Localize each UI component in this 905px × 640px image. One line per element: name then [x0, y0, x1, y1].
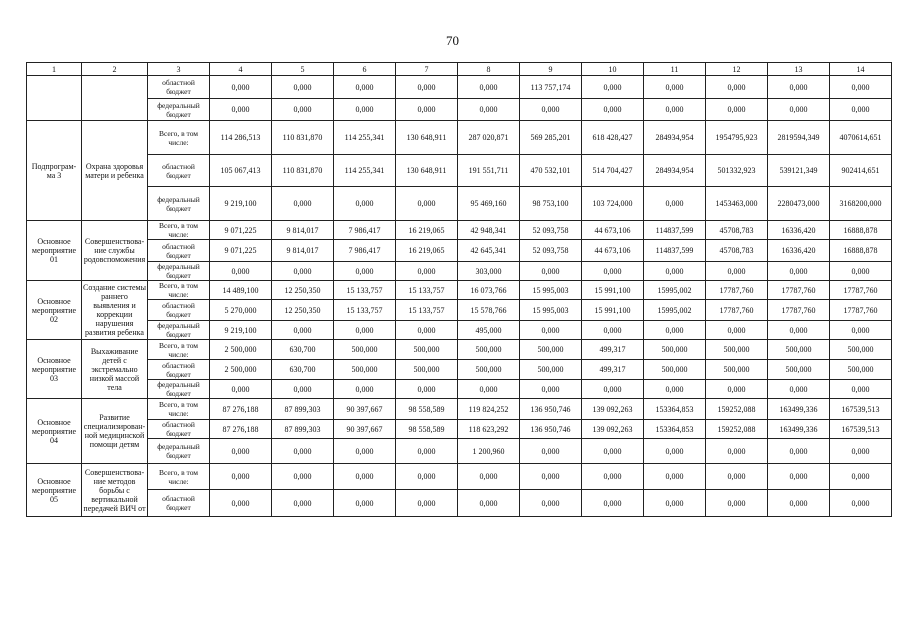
amount-cell: 9 814,017 — [272, 221, 334, 240]
amount-cell: 0,000 — [396, 464, 458, 490]
amount-cell: 15995,002 — [644, 281, 706, 300]
column-number-row — [27, 63, 892, 76]
table-row — [27, 360, 892, 380]
funding-source-cell: областной бюджет — [148, 240, 210, 262]
amount-cell: 0,000 — [210, 490, 272, 517]
amount-cell: 87 899,303 — [272, 420, 334, 439]
table-row — [27, 76, 892, 99]
amount-cell: 103 724,000 — [582, 187, 644, 221]
amount-cell: 130 648,911 — [396, 155, 458, 187]
column-number: 5 — [272, 63, 334, 76]
amount-cell: 114 286,513 — [210, 121, 272, 155]
program-name-cell: Создание системы раннего выявления и коррекции нарушения развития ребенка — [82, 281, 148, 340]
amount-cell: 0,000 — [644, 490, 706, 517]
amount-cell: 98 558,589 — [396, 420, 458, 439]
amount-cell: 0,000 — [396, 76, 458, 99]
amount-cell: 114 255,341 — [334, 155, 396, 187]
amount-cell: 0,000 — [210, 262, 272, 281]
table-row — [27, 281, 892, 300]
amount-cell: 500,000 — [520, 340, 582, 360]
amount-cell: 113 757,174 — [520, 76, 582, 99]
amount-cell: 9 071,225 — [210, 240, 272, 262]
amount-cell: 42 948,341 — [458, 221, 520, 240]
amount-cell: 0,000 — [210, 464, 272, 490]
amount-cell: 0,000 — [582, 439, 644, 464]
amount-cell: 0,000 — [582, 76, 644, 99]
amount-cell: 0,000 — [272, 321, 334, 340]
amount-cell: 499,317 — [582, 340, 644, 360]
amount-cell: 45708,783 — [706, 240, 768, 262]
funding-source-cell: Всего, в том числе: — [148, 121, 210, 155]
amount-cell: 159252,088 — [706, 420, 768, 439]
amount-cell: 500,000 — [644, 340, 706, 360]
funding-source-cell: Всего, в том числе: — [148, 340, 210, 360]
amount-cell: 87 276,188 — [210, 420, 272, 439]
amount-cell: 0,000 — [396, 262, 458, 281]
amount-cell: 0,000 — [458, 464, 520, 490]
column-number: 8 — [458, 63, 520, 76]
amount-cell: 16 073,766 — [458, 281, 520, 300]
amount-cell: 3168200,000 — [830, 187, 892, 221]
amount-cell: 0,000 — [334, 187, 396, 221]
amount-cell: 191 551,711 — [458, 155, 520, 187]
amount-cell: 12 250,350 — [272, 281, 334, 300]
column-number: 1 — [27, 63, 82, 76]
amount-cell: 0,000 — [830, 490, 892, 517]
amount-cell: 500,000 — [396, 360, 458, 380]
amount-cell: 0,000 — [396, 439, 458, 464]
amount-cell: 0,000 — [644, 439, 706, 464]
table-row — [27, 380, 892, 399]
amount-cell: 0,000 — [582, 321, 644, 340]
amount-cell: 0,000 — [334, 321, 396, 340]
amount-cell: 0,000 — [272, 439, 334, 464]
program-name-cell: Совершенствова-ние службы родовспоможения — [82, 221, 148, 281]
funding-source-cell: федеральный бюджет — [148, 321, 210, 340]
amount-cell: 0,000 — [396, 321, 458, 340]
amount-cell: 303,000 — [458, 262, 520, 281]
amount-cell: 0,000 — [272, 380, 334, 399]
amount-cell: 7 986,417 — [334, 240, 396, 262]
amount-cell: 90 397,667 — [334, 420, 396, 439]
amount-cell: 0,000 — [706, 262, 768, 281]
amount-cell: 0,000 — [582, 99, 644, 121]
amount-cell: 153364,853 — [644, 399, 706, 420]
table-row — [27, 121, 892, 155]
amount-cell: 16336,420 — [768, 240, 830, 262]
program-code-cell: Основное мероприятие 05 — [27, 464, 82, 517]
amount-cell: 15995,002 — [644, 300, 706, 321]
amount-cell: 114837,599 — [644, 221, 706, 240]
column-number: 6 — [334, 63, 396, 76]
program-name-cell: Выхаживание детей с экстремально низкой массой тела — [82, 340, 148, 399]
amount-cell: 52 093,758 — [520, 240, 582, 262]
program-name-cell: Совершенствова-ние методов борьбы с вертикальной передачей ВИЧ от — [82, 464, 148, 517]
amount-cell: 0,000 — [768, 99, 830, 121]
amount-cell: 0,000 — [272, 99, 334, 121]
amount-cell: 136 950,746 — [520, 399, 582, 420]
amount-cell: 0,000 — [334, 464, 396, 490]
amount-cell: 500,000 — [706, 340, 768, 360]
amount-cell: 110 831,870 — [272, 155, 334, 187]
amount-cell: 500,000 — [644, 360, 706, 380]
amount-cell: 500,000 — [458, 360, 520, 380]
funding-source-cell: областной бюджет — [148, 76, 210, 99]
amount-cell: 0,000 — [768, 490, 830, 517]
program-name-cell: Развитие специализирован-ной медицинской помощи детям — [82, 399, 148, 464]
amount-cell: 119 824,252 — [458, 399, 520, 420]
amount-cell: 500,000 — [706, 360, 768, 380]
amount-cell: 0,000 — [272, 490, 334, 517]
funding-source-cell: Всего, в том числе: — [148, 399, 210, 420]
budget-table-body — [27, 63, 892, 517]
amount-cell: 0,000 — [768, 262, 830, 281]
amount-cell: 1954795,923 — [706, 121, 768, 155]
table-row — [27, 221, 892, 240]
amount-cell: 0,000 — [210, 439, 272, 464]
funding-source-cell: федеральный бюджет — [148, 439, 210, 464]
amount-cell: 15 995,003 — [520, 281, 582, 300]
amount-cell: 15 995,003 — [520, 300, 582, 321]
amount-cell: 15 991,100 — [582, 300, 644, 321]
amount-cell: 0,000 — [210, 76, 272, 99]
amount-cell: 470 532,101 — [520, 155, 582, 187]
amount-cell: 105 067,413 — [210, 155, 272, 187]
funding-source-cell: областной бюджет — [148, 420, 210, 439]
amount-cell: 0,000 — [272, 76, 334, 99]
amount-cell: 0,000 — [706, 76, 768, 99]
amount-cell: 136 950,746 — [520, 420, 582, 439]
amount-cell: 0,000 — [644, 464, 706, 490]
program-code-cell: Основное мероприятие 01 — [27, 221, 82, 281]
amount-cell: 0,000 — [768, 76, 830, 99]
amount-cell: 0,000 — [396, 490, 458, 517]
amount-cell: 0,000 — [706, 439, 768, 464]
amount-cell: 0,000 — [768, 439, 830, 464]
amount-cell: 0,000 — [830, 321, 892, 340]
amount-cell: 167539,513 — [830, 399, 892, 420]
amount-cell: 0,000 — [520, 321, 582, 340]
funding-source-cell: областной бюджет — [148, 155, 210, 187]
amount-cell: 7 986,417 — [334, 221, 396, 240]
amount-cell: 0,000 — [644, 321, 706, 340]
table-row — [27, 420, 892, 439]
table-row — [27, 99, 892, 121]
amount-cell: 15 133,757 — [334, 300, 396, 321]
amount-cell: 17787,760 — [706, 300, 768, 321]
amount-cell: 500,000 — [458, 340, 520, 360]
amount-cell: 45708,783 — [706, 221, 768, 240]
amount-cell: 500,000 — [520, 360, 582, 380]
amount-cell: 9 219,100 — [210, 321, 272, 340]
column-number: 14 — [830, 63, 892, 76]
program-code-cell — [27, 76, 82, 121]
amount-cell: 0,000 — [706, 321, 768, 340]
amount-cell: 0,000 — [458, 490, 520, 517]
column-number: 4 — [210, 63, 272, 76]
page-number: 70 — [446, 33, 459, 48]
funding-source-cell: Всего, в том числе: — [148, 281, 210, 300]
amount-cell: 98 558,589 — [396, 399, 458, 420]
funding-source-cell: федеральный бюджет — [148, 99, 210, 121]
funding-source-cell: Всего, в том числе: — [148, 221, 210, 240]
amount-cell: 87 276,188 — [210, 399, 272, 420]
amount-cell: 0,000 — [582, 464, 644, 490]
amount-cell: 500,000 — [768, 360, 830, 380]
table-row — [27, 262, 892, 281]
amount-cell: 9 219,100 — [210, 187, 272, 221]
amount-cell: 0,000 — [644, 99, 706, 121]
amount-cell: 95 469,160 — [458, 187, 520, 221]
amount-cell: 153364,853 — [644, 420, 706, 439]
amount-cell: 0,000 — [334, 380, 396, 399]
amount-cell: 17787,760 — [830, 300, 892, 321]
amount-cell: 1 200,960 — [458, 439, 520, 464]
amount-cell: 0,000 — [582, 262, 644, 281]
amount-cell: 114 255,341 — [334, 121, 396, 155]
amount-cell: 90 397,667 — [334, 399, 396, 420]
amount-cell: 500,000 — [334, 340, 396, 360]
amount-cell: 0,000 — [210, 380, 272, 399]
amount-cell: 159252,088 — [706, 399, 768, 420]
funding-source-cell: областной бюджет — [148, 300, 210, 321]
amount-cell: 618 428,427 — [582, 121, 644, 155]
amount-cell: 5 270,000 — [210, 300, 272, 321]
amount-cell: 16 219,065 — [396, 221, 458, 240]
amount-cell: 0,000 — [830, 380, 892, 399]
funding-source-cell: федеральный бюджет — [148, 380, 210, 399]
column-number: 12 — [706, 63, 768, 76]
amount-cell: 139 092,263 — [582, 420, 644, 439]
amount-cell: 569 285,201 — [520, 121, 582, 155]
amount-cell: 0,000 — [334, 99, 396, 121]
amount-cell: 42 645,341 — [458, 240, 520, 262]
program-code-cell: Основное мероприятие 02 — [27, 281, 82, 340]
amount-cell: 0,000 — [768, 380, 830, 399]
amount-cell: 9 071,225 — [210, 221, 272, 240]
table-row — [27, 321, 892, 340]
amount-cell: 0,000 — [334, 490, 396, 517]
amount-cell: 2 500,000 — [210, 360, 272, 380]
amount-cell: 630,700 — [272, 340, 334, 360]
amount-cell: 0,000 — [520, 380, 582, 399]
amount-cell: 0,000 — [644, 262, 706, 281]
amount-cell: 17787,760 — [768, 281, 830, 300]
amount-cell: 114837,599 — [644, 240, 706, 262]
amount-cell: 130 648,911 — [396, 121, 458, 155]
amount-cell: 499,317 — [582, 360, 644, 380]
amount-cell: 0,000 — [830, 99, 892, 121]
amount-cell: 16336,420 — [768, 221, 830, 240]
budget-table — [26, 62, 892, 517]
table-row — [27, 399, 892, 420]
amount-cell: 0,000 — [582, 490, 644, 517]
amount-cell: 0,000 — [210, 99, 272, 121]
table-row — [27, 340, 892, 360]
amount-cell: 500,000 — [768, 340, 830, 360]
amount-cell: 167539,513 — [830, 420, 892, 439]
amount-cell: 87 899,303 — [272, 399, 334, 420]
amount-cell: 0,000 — [830, 439, 892, 464]
amount-cell: 17787,760 — [768, 300, 830, 321]
program-name-cell — [82, 76, 148, 121]
program-code-cell: Подпрограм-ма 3 — [27, 121, 82, 221]
funding-source-cell: федеральный бюджет — [148, 262, 210, 281]
amount-cell: 52 093,758 — [520, 221, 582, 240]
column-number: 3 — [148, 63, 210, 76]
amount-cell: 0,000 — [396, 187, 458, 221]
amount-cell: 15 133,757 — [396, 300, 458, 321]
amount-cell: 500,000 — [830, 340, 892, 360]
amount-cell: 902414,651 — [830, 155, 892, 187]
column-number: 11 — [644, 63, 706, 76]
amount-cell: 0,000 — [706, 490, 768, 517]
program-code-cell: Основное мероприятие 04 — [27, 399, 82, 464]
funding-source-cell: областной бюджет — [148, 490, 210, 517]
column-number: 13 — [768, 63, 830, 76]
amount-cell: 98 753,100 — [520, 187, 582, 221]
table-row — [27, 439, 892, 464]
funding-source-cell: областной бюджет — [148, 360, 210, 380]
column-number: 2 — [82, 63, 148, 76]
amount-cell: 0,000 — [272, 262, 334, 281]
table-row — [27, 187, 892, 221]
amount-cell: 118 623,292 — [458, 420, 520, 439]
amount-cell: 0,000 — [272, 187, 334, 221]
amount-cell: 0,000 — [458, 76, 520, 99]
amount-cell: 0,000 — [706, 99, 768, 121]
amount-cell: 2280473,000 — [768, 187, 830, 221]
amount-cell: 0,000 — [520, 490, 582, 517]
amount-cell: 0,000 — [272, 464, 334, 490]
amount-cell: 110 831,870 — [272, 121, 334, 155]
amount-cell: 0,000 — [334, 262, 396, 281]
amount-cell: 15 133,757 — [334, 281, 396, 300]
amount-cell: 0,000 — [706, 464, 768, 490]
amount-cell: 0,000 — [830, 262, 892, 281]
amount-cell: 0,000 — [458, 99, 520, 121]
table-row — [27, 490, 892, 517]
funding-source-cell: федеральный бюджет — [148, 187, 210, 221]
amount-cell: 14 489,100 — [210, 281, 272, 300]
amount-cell: 500,000 — [334, 360, 396, 380]
amount-cell: 0,000 — [644, 76, 706, 99]
amount-cell: 2 500,000 — [210, 340, 272, 360]
amount-cell: 15 991,100 — [582, 281, 644, 300]
amount-cell: 15 578,766 — [458, 300, 520, 321]
amount-cell: 0,000 — [520, 464, 582, 490]
amount-cell: 2819594,349 — [768, 121, 830, 155]
amount-cell: 163499,336 — [768, 420, 830, 439]
amount-cell: 630,700 — [272, 360, 334, 380]
amount-cell: 16888,878 — [830, 221, 892, 240]
amount-cell: 0,000 — [458, 380, 520, 399]
amount-cell: 1453463,000 — [706, 187, 768, 221]
amount-cell: 0,000 — [334, 76, 396, 99]
amount-cell: 501332,923 — [706, 155, 768, 187]
amount-cell: 0,000 — [768, 464, 830, 490]
column-number: 9 — [520, 63, 582, 76]
amount-cell: 17787,760 — [830, 281, 892, 300]
amount-cell: 0,000 — [830, 76, 892, 99]
amount-cell: 16 219,065 — [396, 240, 458, 262]
amount-cell: 0,000 — [830, 464, 892, 490]
amount-cell: 0,000 — [582, 380, 644, 399]
amount-cell: 9 814,017 — [272, 240, 334, 262]
amount-cell: 284934,954 — [644, 121, 706, 155]
amount-cell: 284934,954 — [644, 155, 706, 187]
column-number: 7 — [396, 63, 458, 76]
amount-cell: 44 673,106 — [582, 240, 644, 262]
amount-cell: 0,000 — [520, 439, 582, 464]
amount-cell: 163499,336 — [768, 399, 830, 420]
amount-cell: 0,000 — [644, 187, 706, 221]
amount-cell: 0,000 — [706, 380, 768, 399]
amount-cell: 12 250,350 — [272, 300, 334, 321]
program-name-cell: Охрана здоровья матери и ребенка — [82, 121, 148, 221]
amount-cell: 4070614,651 — [830, 121, 892, 155]
amount-cell: 44 673,106 — [582, 221, 644, 240]
amount-cell: 500,000 — [830, 360, 892, 380]
amount-cell: 500,000 — [396, 340, 458, 360]
amount-cell: 0,000 — [520, 262, 582, 281]
program-code-cell: Основное мероприятие 03 — [27, 340, 82, 399]
amount-cell: 0,000 — [644, 380, 706, 399]
amount-cell: 287 020,871 — [458, 121, 520, 155]
table-row — [27, 300, 892, 321]
amount-cell: 16888,878 — [830, 240, 892, 262]
amount-cell: 0,000 — [396, 99, 458, 121]
amount-cell: 495,000 — [458, 321, 520, 340]
funding-source-cell: Всего, в том числе: — [148, 464, 210, 490]
table-row — [27, 464, 892, 490]
amount-cell: 0,000 — [520, 99, 582, 121]
amount-cell: 15 133,757 — [396, 281, 458, 300]
amount-cell: 17787,760 — [706, 281, 768, 300]
table-row — [27, 240, 892, 262]
amount-cell: 139 092,263 — [582, 399, 644, 420]
amount-cell: 0,000 — [396, 380, 458, 399]
table-row — [27, 155, 892, 187]
amount-cell: 539121,349 — [768, 155, 830, 187]
amount-cell: 0,000 — [334, 439, 396, 464]
amount-cell: 0,000 — [768, 321, 830, 340]
column-number: 10 — [582, 63, 644, 76]
amount-cell: 514 704,427 — [582, 155, 644, 187]
